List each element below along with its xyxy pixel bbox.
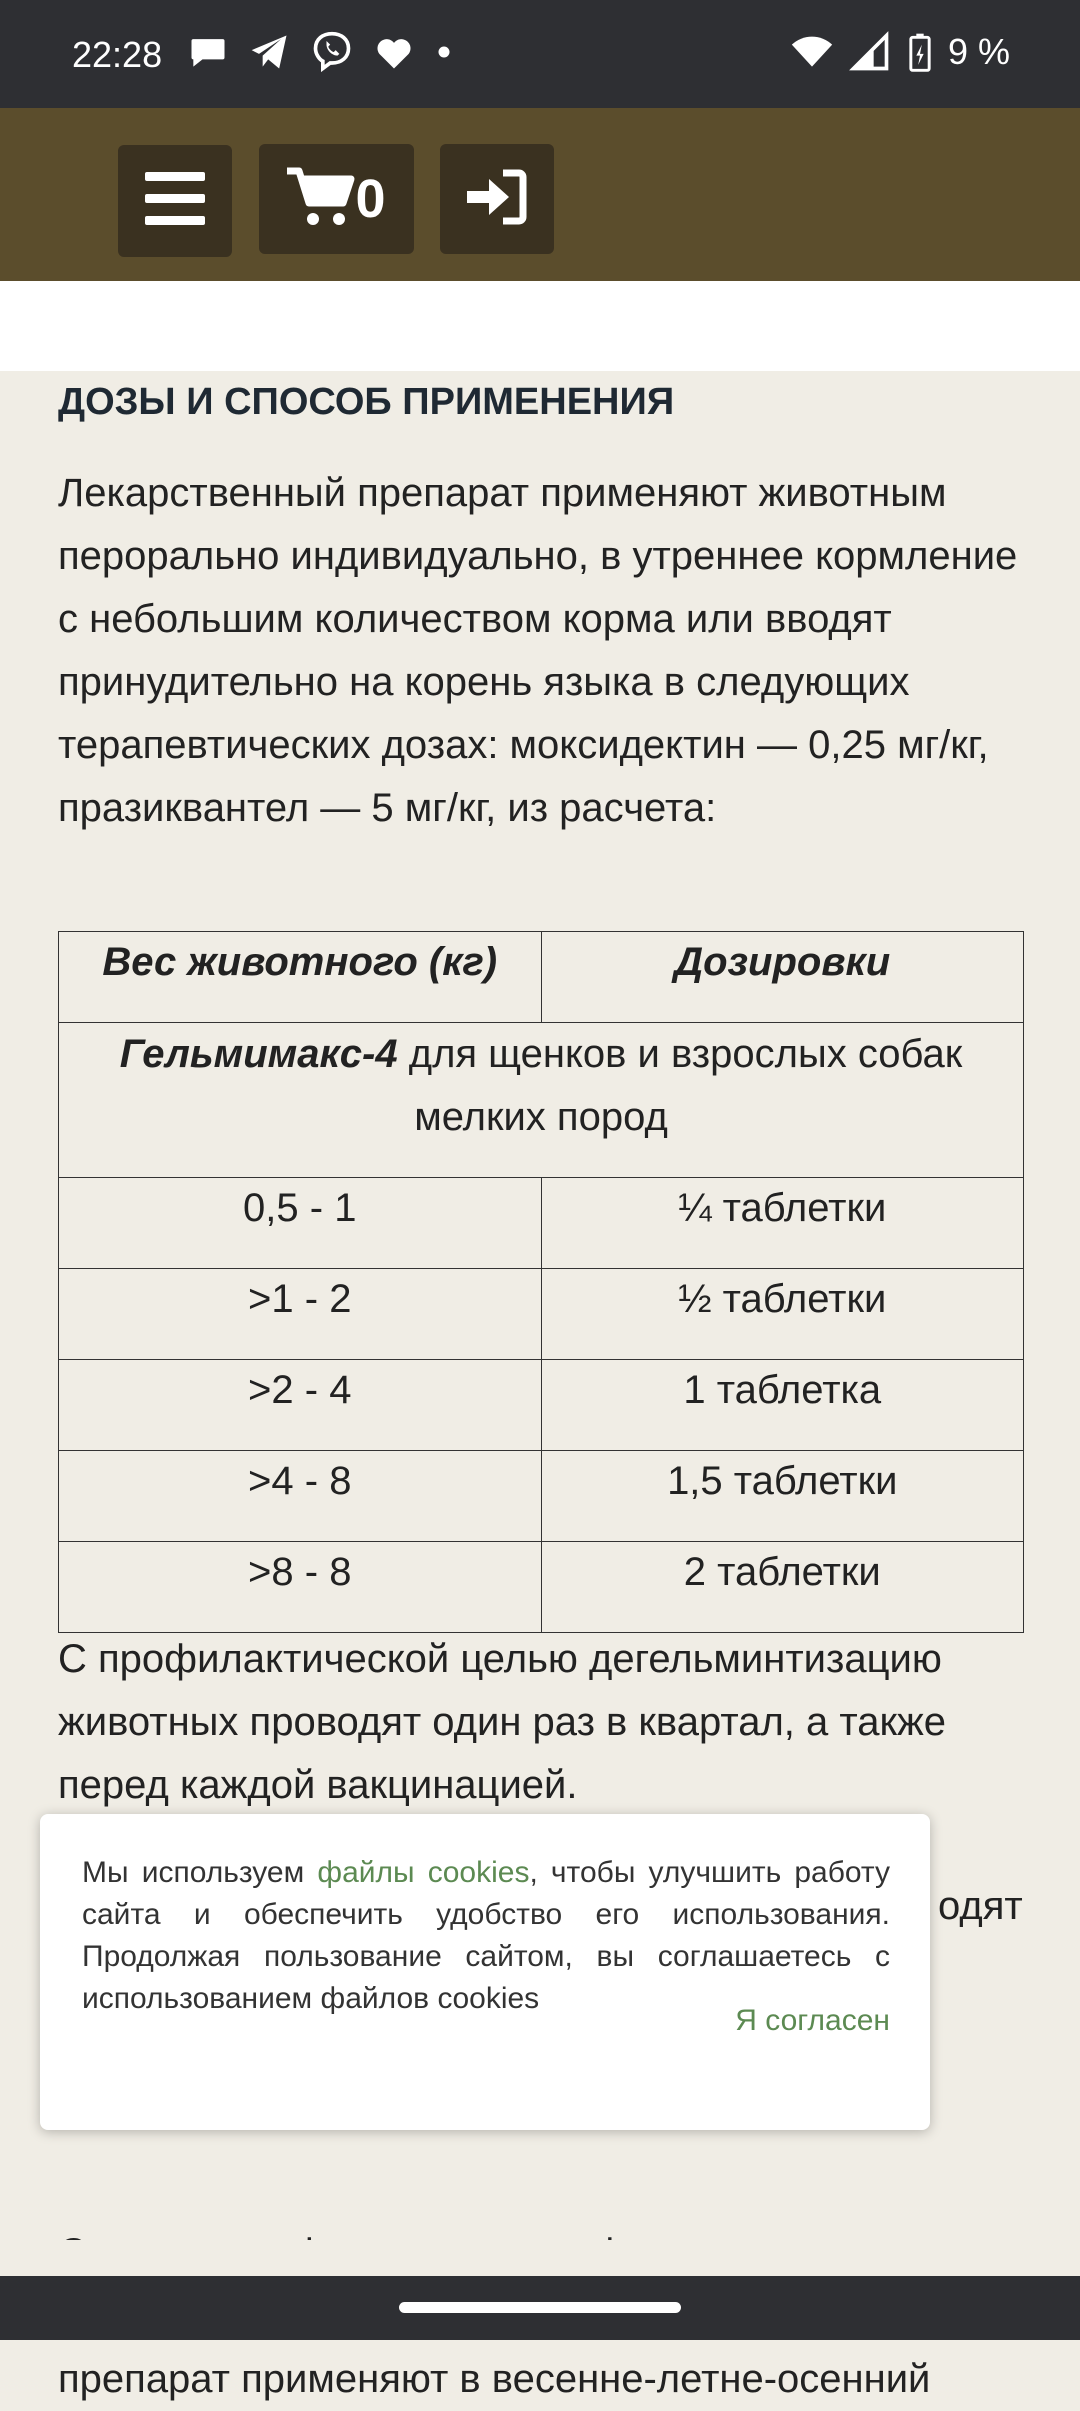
table-row [59, 1542, 1024, 1633]
product-group-title [59, 1023, 1024, 1178]
battery-percent: 9 % [947, 31, 1010, 72]
intro-paragraph: Лекарственный препарат применяют животным перорально индивидуально, в утреннее кормление с небольшим количеством корма или вводят принудительно на корень языка в следующих терапевтических дозах: моксидектин — 0,25 мг/кг, празиквантел — 5 мг/кг, из расчета: [58, 471, 1018, 830]
cart-count: 0 [355, 169, 386, 229]
weight-cell: 0,5 - 1 [59, 1178, 542, 1269]
table-row [59, 1178, 1024, 1269]
weight-cell: >8 - 8 [59, 1542, 542, 1633]
product-group-description: для щенков и взрослых собак мелких пород [397, 1032, 963, 1139]
dosage-cell: 2 таблетки [541, 1542, 1024, 1633]
home-gesture-handle[interactable] [399, 2302, 681, 2313]
dot-icon [434, 30, 454, 74]
cookie-policy-link[interactable]: файлы cookies [317, 1856, 530, 1889]
weight-cell: >2 - 4 [59, 1360, 542, 1451]
status-bar [0, 0, 1080, 108]
signal-icon [848, 30, 892, 74]
section-title: ДОЗЫ И СПОСОБ ПРИМЕНЕНИЯ [58, 381, 675, 423]
prophylaxis-paragraph: С профилактической целью дегельминтизацию животных проводят один раз в квартал, а также перед каждой вакцинацией. [58, 1637, 946, 1807]
system-navigation-bar [0, 2276, 1080, 2340]
table-header-row [59, 932, 1024, 1023]
header-spacer [0, 281, 1080, 371]
cart-button[interactable] [259, 144, 414, 254]
sign-in-icon [467, 169, 527, 230]
telegram-icon [248, 30, 292, 74]
dosage-cell: 1,5 таблетки [541, 1451, 1024, 1542]
column-header-dosage: Дозировки [541, 932, 1024, 1023]
login-button[interactable] [440, 144, 554, 254]
notification-icons [186, 30, 454, 74]
cookie-text-before: Мы используем [82, 1856, 318, 1889]
product-name: Гельмимакс-4 [119, 1032, 398, 1076]
dirofilaria-paragraph: препарат применяют в весенне-летне-осенний [58, 2357, 931, 2401]
dosage-table [58, 931, 1024, 1633]
menu-button[interactable] [118, 145, 232, 257]
cart-icon [287, 167, 353, 232]
cookie-consent-dialog [40, 1814, 930, 2130]
heart-icon [372, 30, 416, 74]
weight-cell: >1 - 2 [59, 1269, 542, 1360]
cookie-text-after: , чтобы улучшить работу сайта и обеспечить удобство его использования. Продолжая пользование сайтом, вы соглашаетесь с использованием файлов cookies [82, 1856, 890, 2015]
obscured-text-fragment: одят [938, 1884, 1023, 1928]
column-header-weight: Вес животного (кг) [59, 932, 542, 1023]
wifi-icon [790, 30, 834, 74]
dosage-cell: ¼ таблетки [541, 1178, 1024, 1269]
hamburger-icon [145, 172, 205, 231]
dosage-cell: 1 таблетка [541, 1360, 1024, 1451]
cookie-message [82, 1852, 890, 2020]
weight-cell: >4 - 8 [59, 1451, 542, 1542]
site-header [0, 108, 1080, 281]
table-row [59, 1269, 1024, 1360]
system-icons [790, 30, 1010, 74]
table-row [59, 1451, 1024, 1542]
dosage-cell: ½ таблетки [541, 1269, 1024, 1360]
content-clip [0, 2240, 1080, 2276]
cookie-accept-button[interactable]: Я согласен [735, 2004, 890, 2037]
table-group-row [59, 1023, 1024, 1178]
status-time: 22:28 [72, 34, 163, 75]
viber-icon [310, 30, 354, 74]
battery-icon [906, 30, 934, 74]
chat-bubble-icon [186, 30, 230, 74]
table-row [59, 1360, 1024, 1451]
